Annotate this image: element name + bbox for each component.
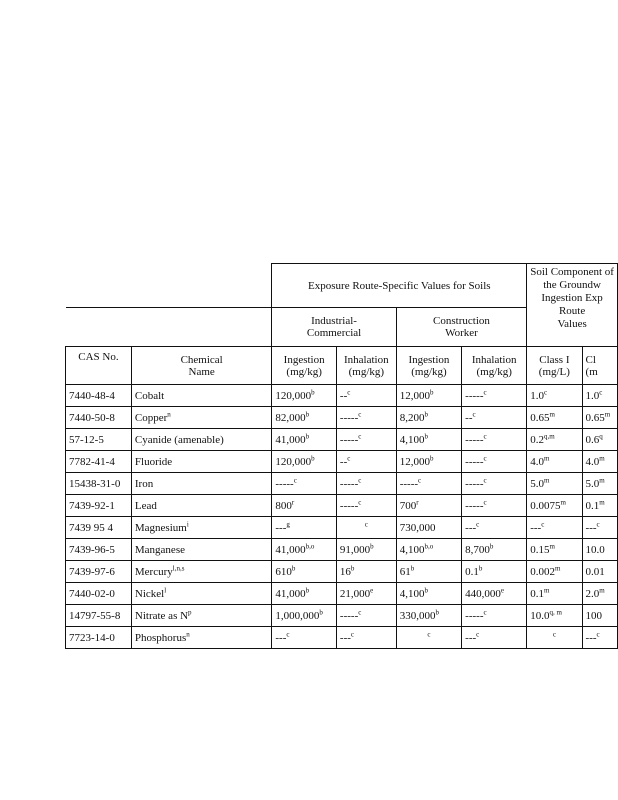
table-row	[66, 605, 618, 627]
cw-ingestion-cell: 4,100$^b$	[396, 429, 461, 451]
table-row	[66, 385, 618, 407]
cw-ingestion-cell: c	[396, 627, 461, 649]
ic-ingestion-cell: 610$^b$	[272, 561, 337, 583]
cas-cell: 15438-31-0	[66, 473, 132, 495]
cw-ingestion-cell: 4,100$^{b,o}$	[396, 539, 461, 561]
cw-ingestion-cell: 4,100$^b$	[396, 583, 461, 605]
class1-cell: 4.0$^m$	[527, 451, 582, 473]
class1-header: Class I (mg/L)	[527, 347, 582, 385]
cas-cell: 7440-02-0	[66, 583, 132, 605]
class1-cell: 0.002$^m$	[527, 561, 582, 583]
class2-cell: 5.0$^m$	[582, 473, 617, 495]
ic-ingestion-cell: ---$^c$	[272, 627, 337, 649]
ic-ingestion-cell: 800$^r$	[272, 495, 337, 517]
class2-cell: 0.1$^m$	[582, 495, 617, 517]
chemical-name-cell: Nickel$^l$	[131, 583, 272, 605]
cas-cell: 7439 95 4	[66, 517, 132, 539]
ic-ingestion-cell: 120,000$^b$	[272, 385, 337, 407]
ic-inhalation-header: Inhalation (mg/kg)	[336, 347, 396, 385]
column-header-row	[66, 347, 618, 385]
class2-header: Cl (m	[582, 347, 617, 385]
ic-inhalation-cell: -----$^c$	[336, 605, 396, 627]
class1-cell: 1.0$^c$	[527, 385, 582, 407]
ic-inhalation-cell: 21,000e	[336, 583, 396, 605]
cw-ingestion-cell: 61$^b$	[396, 561, 461, 583]
cas-cell: 7439-96-5	[66, 539, 132, 561]
industrial-commercial-header: Industrial- Commercial	[272, 308, 396, 347]
ic-inhalation-cell: -----$^c$	[336, 473, 396, 495]
chemical-name-cell: Lead	[131, 495, 272, 517]
table-row	[66, 407, 618, 429]
class2-cell: 0.65$^m$	[582, 407, 617, 429]
table-row	[66, 627, 618, 649]
table-row	[66, 495, 618, 517]
ic-ingestion-cell: 41,000$^b$	[272, 583, 337, 605]
cas-cell: 7782-41-4	[66, 451, 132, 473]
chemical-name-cell: Iron	[131, 473, 272, 495]
ic-ingestion-cell: 120,000$^b$	[272, 451, 337, 473]
cw-inhalation-cell: 440,000e	[462, 583, 527, 605]
table-row	[66, 429, 618, 451]
ic-inhalation-cell: 91,000$^b$	[336, 539, 396, 561]
table-row	[66, 583, 618, 605]
cw-inhalation-cell: --$^c$	[462, 407, 527, 429]
ic-inhalation-cell: -----$^c$	[336, 495, 396, 517]
cw-inhalation-cell: -----$^c$	[462, 605, 527, 627]
chemical-name-header: Chemical Name	[131, 347, 272, 385]
ic-inhalation-cell: --$^c$	[336, 385, 396, 407]
header-blank-2	[66, 308, 272, 347]
class2-cell: 10.0	[582, 539, 617, 561]
cas-cell: 14797-55-8	[66, 605, 132, 627]
cas-cell: 57-12-5	[66, 429, 132, 451]
class1-cell: 0.65$^m$	[527, 407, 582, 429]
cw-inhalation-cell: 8,700$^b$	[462, 539, 527, 561]
cw-ingestion-header: Ingestion (mg/kg)	[396, 347, 461, 385]
chemical-name-cell: Phosphorus$^n$	[131, 627, 272, 649]
class2-cell: ---$^c$	[582, 517, 617, 539]
class1-cell: c	[527, 627, 582, 649]
class2-cell: 1.0$^c$	[582, 385, 617, 407]
cas-cell: 7439-92-1	[66, 495, 132, 517]
cas-header: CAS No.	[66, 347, 132, 385]
class1-cell: 0.1$^m$	[527, 583, 582, 605]
class2-cell: 4.0$^m$	[582, 451, 617, 473]
chemical-name-cell: Fluoride	[131, 451, 272, 473]
cw-inhalation-header: Inhalation (mg/kg)	[462, 347, 527, 385]
ic-ingestion-cell: ---$^g$	[272, 517, 337, 539]
cw-inhalation-cell: ---$^c$	[462, 517, 527, 539]
cw-inhalation-cell: -----$^c$	[462, 495, 527, 517]
table-row	[66, 517, 618, 539]
cw-ingestion-cell: 8,200$^b$	[396, 407, 461, 429]
cas-cell: 7440-50-8	[66, 407, 132, 429]
chemical-name-cell: Manganese	[131, 539, 272, 561]
class1-cell: 5.0$^m$	[527, 473, 582, 495]
cas-cell: 7440-48-4	[66, 385, 132, 407]
cw-inhalation-cell: -----$^c$	[462, 451, 527, 473]
table-row	[66, 561, 618, 583]
cw-inhalation-cell: -----$^c$	[462, 429, 527, 451]
cw-inhalation-cell: -----$^c$	[462, 473, 527, 495]
ic-ingestion-cell: -----$^c$	[272, 473, 337, 495]
cw-inhalation-cell: 0.1$^b$	[462, 561, 527, 583]
class1-cell: 0.15$^m$	[527, 539, 582, 561]
chemical-name-cell: Cyanide (amenable)	[131, 429, 272, 451]
soil-remediation-objectives-table	[65, 263, 618, 649]
ic-inhalation-cell: ---$^c$	[336, 627, 396, 649]
ic-ingestion-header: Ingestion (mg/kg)	[272, 347, 337, 385]
chemical-name-cell: Nitrate as $N^p$	[131, 605, 272, 627]
table-row	[66, 473, 618, 495]
cw-inhalation-cell: ---$^c$	[462, 627, 527, 649]
class1-cell: 0.0075$^m$	[527, 495, 582, 517]
chemical-name-cell: Cobalt	[131, 385, 272, 407]
ic-inhalation-cell: -----$^c$	[336, 407, 396, 429]
header-blank	[66, 264, 272, 308]
ic-ingestion-cell: 41,000$^{b,o}$	[272, 539, 337, 561]
cw-ingestion-cell: 12,000$^b$	[396, 385, 461, 407]
ic-inhalation-cell: --$^c$	[336, 451, 396, 473]
construction-worker-header: Construction Worker	[396, 308, 527, 347]
chemical-name-cell: Magnesium$^i$	[131, 517, 272, 539]
class1-cell: 0.2$^{q,m}$	[527, 429, 582, 451]
cas-cell: 7439-97-6	[66, 561, 132, 583]
soils-group-header: Exposure Route-Specific Values for Soils	[272, 264, 527, 308]
chemical-name-cell: Copper$^n$	[131, 407, 272, 429]
class2-cell: 100	[582, 605, 617, 627]
groundwater-group-header: Soil Component of the Groundw Ingestion Exp Route Values	[527, 264, 618, 347]
cw-ingestion-cell: 700$^r$	[396, 495, 461, 517]
cw-ingestion-cell: -----$^c$	[396, 473, 461, 495]
ic-inhalation-cell: c	[336, 517, 396, 539]
header-row-1	[66, 264, 618, 308]
chemical-name-cell: Mercury$^{l,n,s}$	[131, 561, 272, 583]
ic-inhalation-cell: 16$^b$	[336, 561, 396, 583]
class2-cell: 0.01	[582, 561, 617, 583]
cas-cell: 7723-14-0	[66, 627, 132, 649]
ic-ingestion-cell: 82,000$^b$	[272, 407, 337, 429]
class1-cell: ---$^c$	[527, 517, 582, 539]
table-row	[66, 451, 618, 473]
ic-ingestion-cell: 1,000,000$^b$	[272, 605, 337, 627]
class1-cell: 10.0$^{q, m}$	[527, 605, 582, 627]
table-row	[66, 539, 618, 561]
ic-inhalation-cell: -----$^c$	[336, 429, 396, 451]
class2-cell: ---$^c$	[582, 627, 617, 649]
ic-ingestion-cell: 41,000$^b$	[272, 429, 337, 451]
cw-ingestion-cell: 730,000	[396, 517, 461, 539]
class2-cell: 2.0$^m$	[582, 583, 617, 605]
cw-inhalation-cell: -----$^c$	[462, 385, 527, 407]
cw-ingestion-cell: 330,000$^b$	[396, 605, 461, 627]
cw-ingestion-cell: 12,000$^b$	[396, 451, 461, 473]
class2-cell: 0.6$^q$	[582, 429, 617, 451]
